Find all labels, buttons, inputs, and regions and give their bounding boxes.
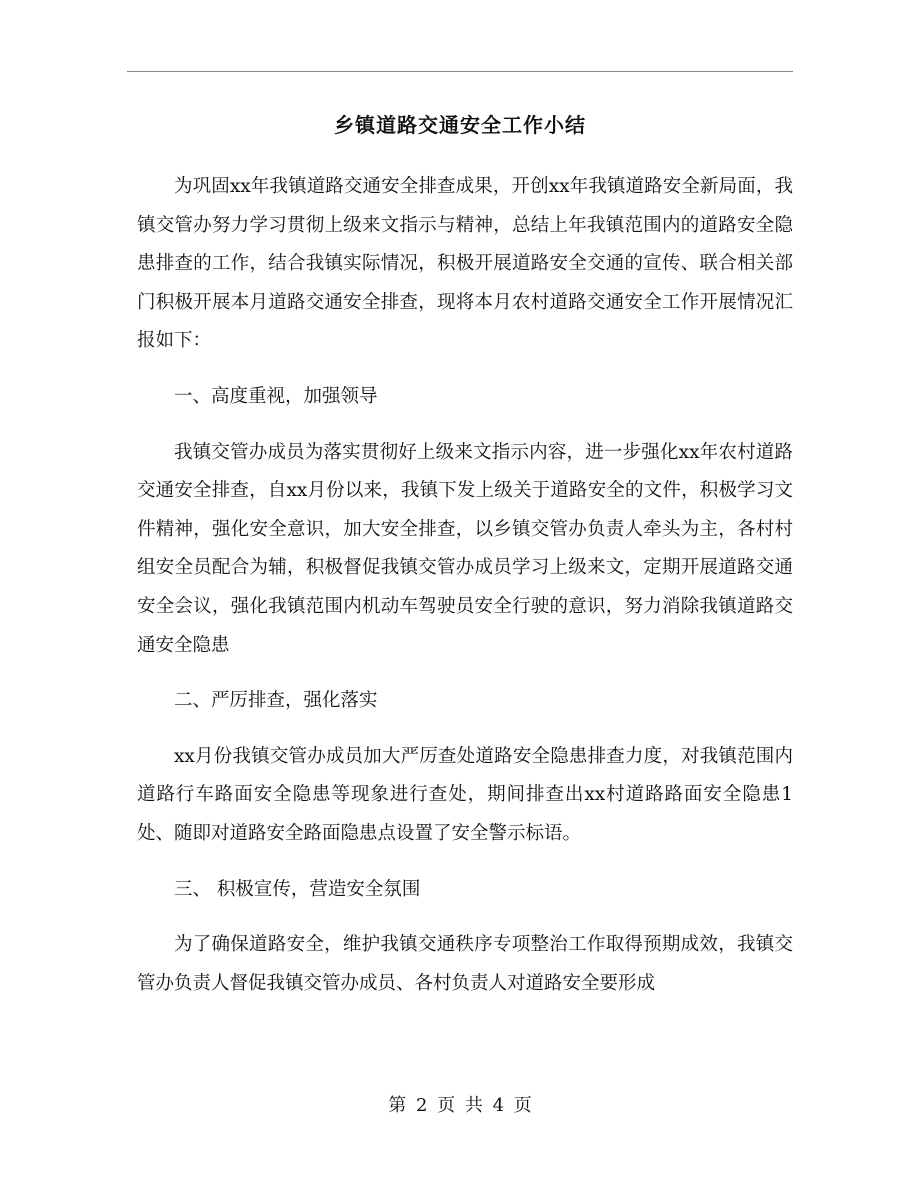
section-paragraph-1: 我镇交管办成员为落实贯彻好上级来文指示内容，进一步强化xx年农村道路交通安全排查，自xx月份以来，我镇下发上级关于道路安全的文件，积极学习文件精神，强化安全意识，加大安全排查，以乡镇交管办负责人牵头为主，各村村组安全员配合为辅，积极督促我镇交管办成员学习上级来文，定期开展道路交通安全会议，强化我镇范围内机动车驾驶员安全行驶的意识，努力消除我镇道路交通安全隐患 — [137, 441, 793, 656]
document-body — [137, 168, 793, 1020]
section-heading-1: 一、高度重视，加强领导 — [174, 385, 378, 407]
section-heading-2: 二、严厉排查，强化落实 — [174, 690, 378, 712]
section-heading-3: 三、 积极宣传，营造安全氛围 — [174, 878, 421, 900]
intro-paragraph: 为巩固xx年我镇道路交通安全排查成果，开创xx年我镇道路安全新局面，我镇交管办努力学习贯彻上级来文指示与精神，总结上年我镇范围内的道路安全隐患排查的工作，结合我镇实际情况，积极开展道路安全交通的宣传、联合相关部门积极开展本月道路交通安全排查，现将本月农村道路交通安全工作开展情况汇报如下： — [137, 176, 793, 352]
section-paragraph-3: 为了确保道路安全，维护我镇交通秩序专项整治工作取得预期成效，我镇交管办负责人督促我镇交管办成员、各村负责人对道路安全要形成 — [137, 934, 793, 994]
document-title: 乡镇道路交通安全工作小结 — [334, 113, 586, 137]
page-number-footer: 第 2 页 共 4 页 — [388, 1095, 532, 1116]
section-paragraph-2: xx月份我镇交管办成员加大严厉查处道路安全隐患排查力度，对我镇范围内道路行车路面安全隐患等现象进行查处，期间排查出xx村道路路面安全隐患1处、随即对道路安全路面隐患点设置了安全警示标语。 — [137, 745, 793, 844]
header-rule — [127, 71, 793, 72]
